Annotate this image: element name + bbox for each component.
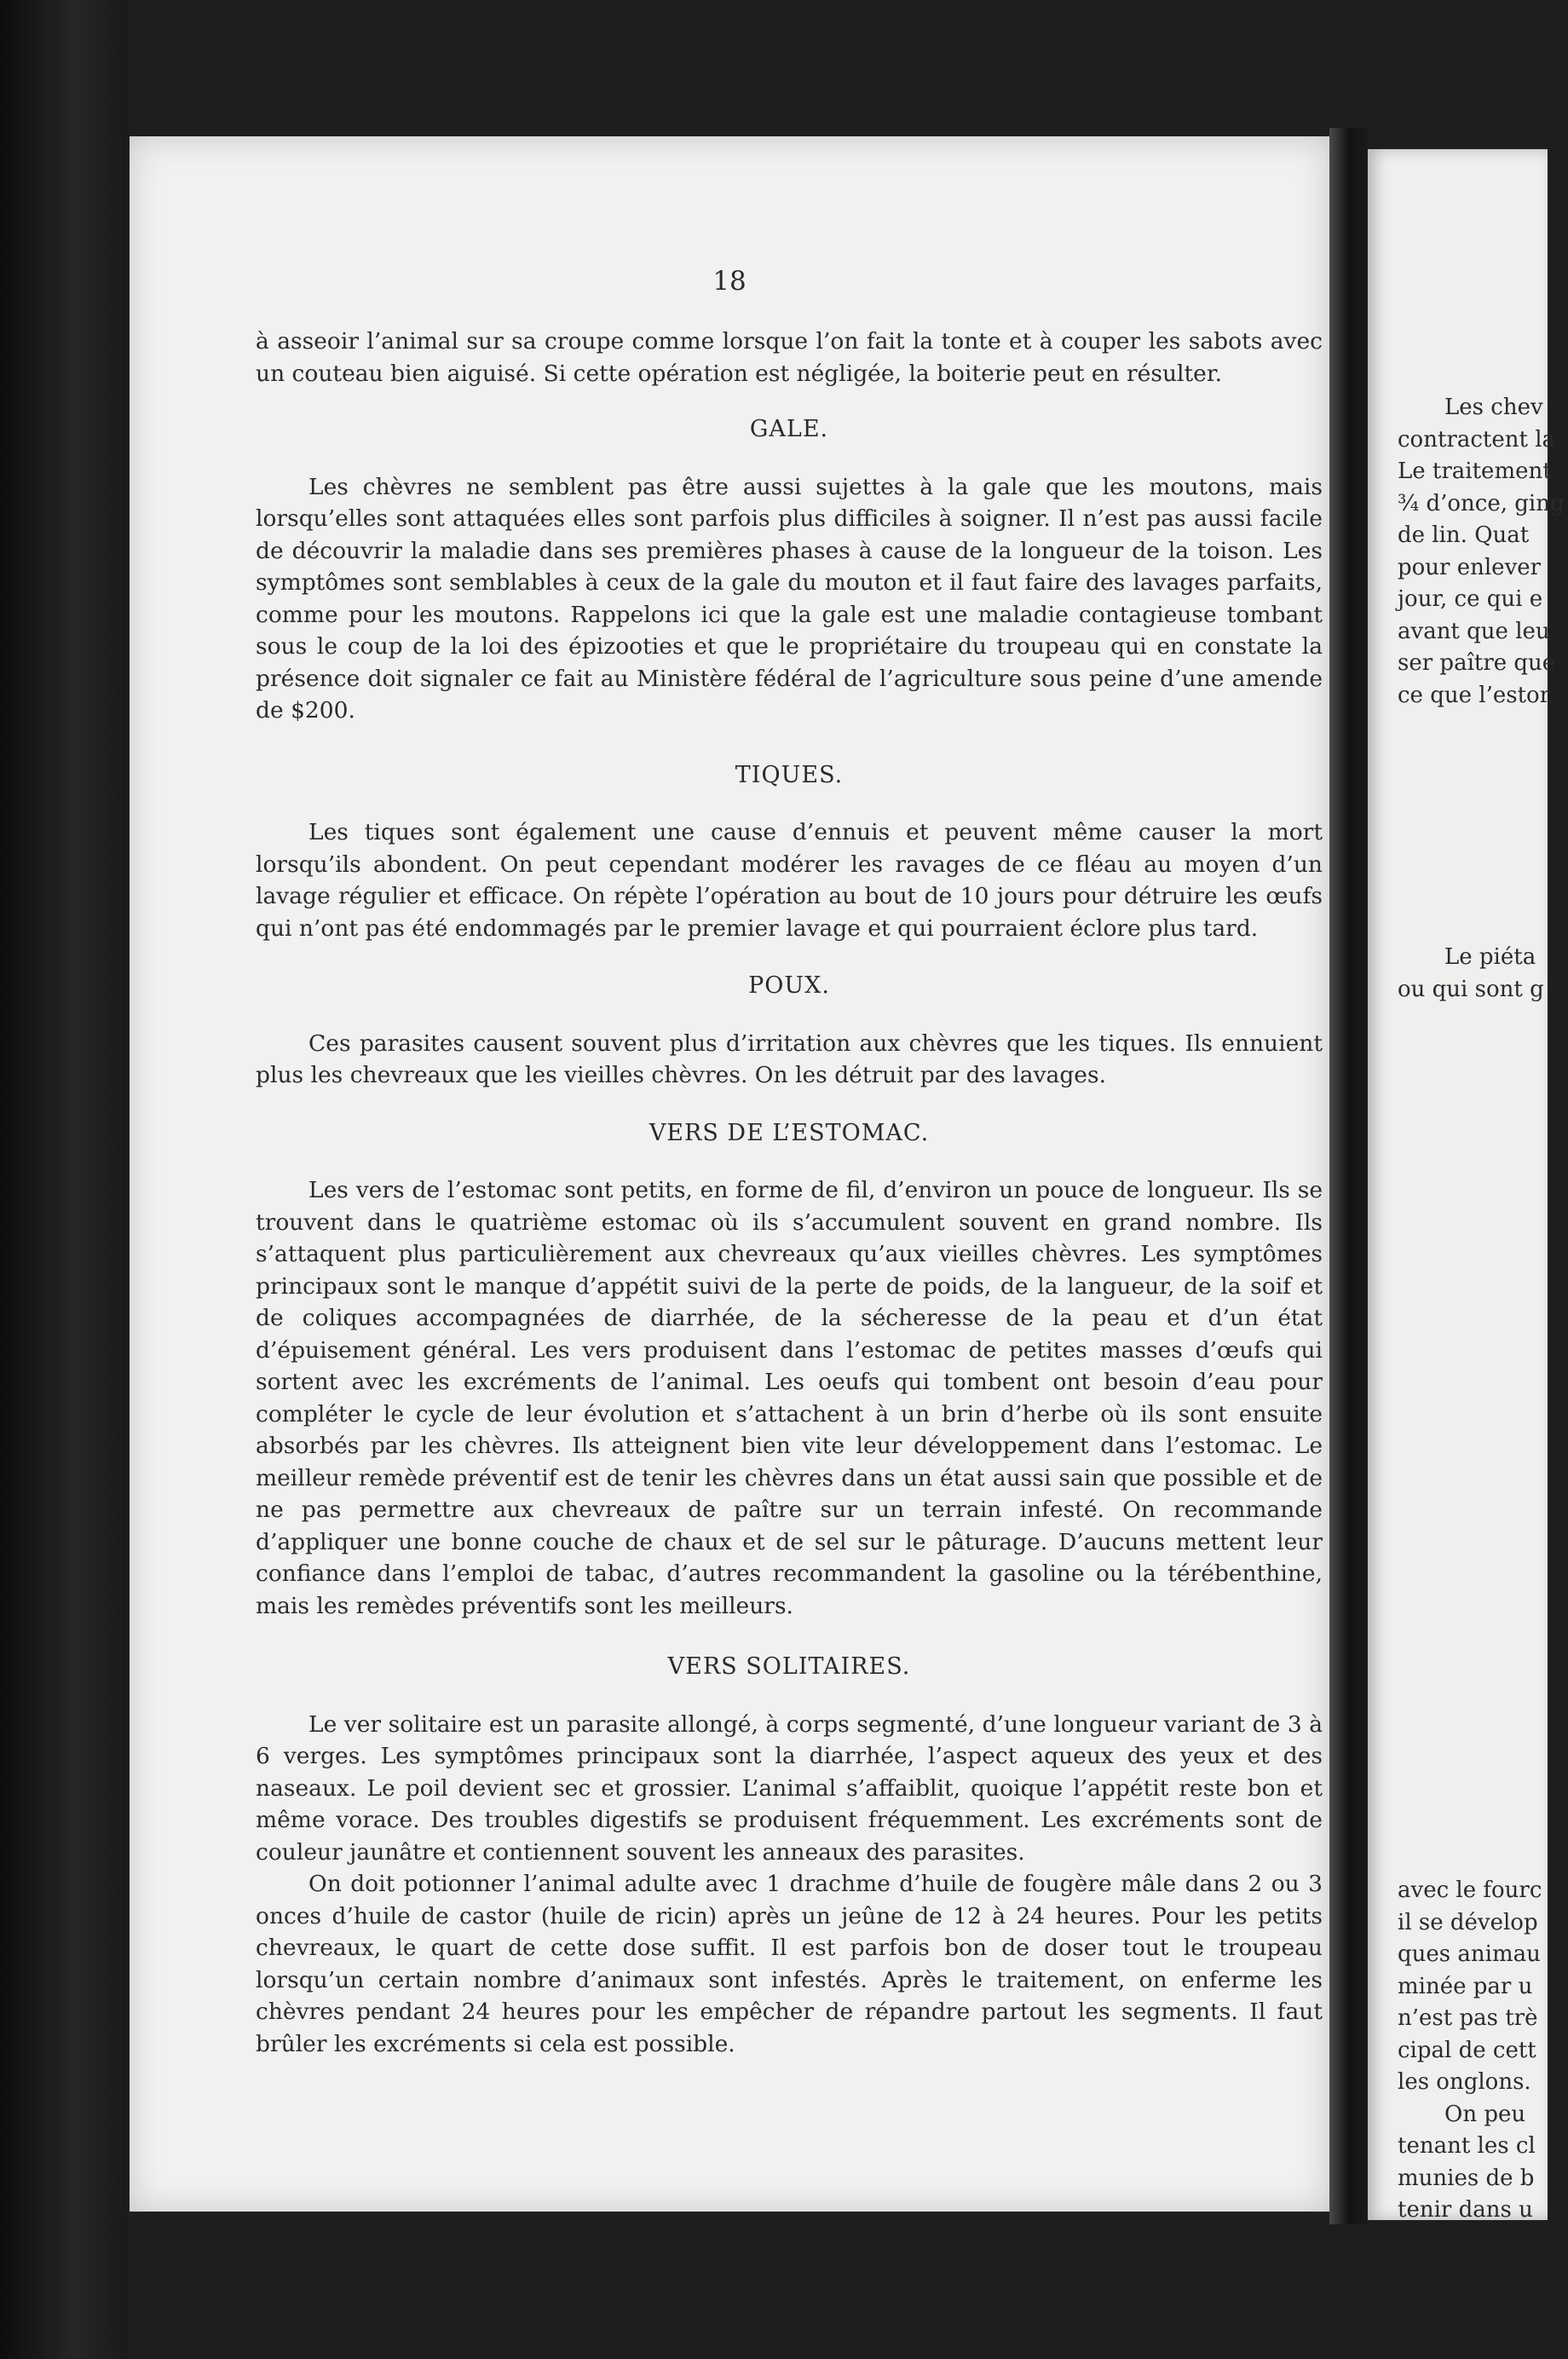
paragraph-vers-solitaires-2: On doit potionner l’animal adulte avec 1 drachme d’huile de fougère mâle dans 2 ou 3 onces d’huile de castor (huile de ricin) après un jeûne de 12 à 24 heures. Pour les petits chevreaux, le quart de cette dose suffit. Il est parfois bon de doser tout le troupeau lorsqu’un certain nombre d’animaux sont infestés. Après le traitement, on enferme les chèvres pendant 24 heures pour les empêcher de répandre partout les segments. Il faut brûler les excréments si cela est possible.: [256, 1871, 1323, 2057]
facing-line: les onglons.: [1398, 2069, 1531, 2095]
facing-line: cipal de cett: [1398, 2037, 1536, 2063]
facing-line: Le piéta: [1444, 944, 1536, 970]
facing-line: jour, ce qui e: [1398, 586, 1543, 612]
facing-line: n’est pas trè: [1398, 2005, 1538, 2031]
facing-page-block-2: [1398, 942, 1568, 1006]
facing-page: [1368, 149, 1565, 2223]
page-number: 18: [712, 266, 747, 297]
facing-line: ou qui sont g: [1398, 976, 1544, 1002]
facing-line: avec le fourc: [1398, 1877, 1542, 1903]
section-heading-vers-estomac: VERS DE L’ESTOMAC.: [649, 1119, 930, 1146]
facing-line: avant que leu: [1398, 618, 1550, 644]
intro-paragraph: à asseoir l’animal sur sa croupe comme lorsque l’on fait la tonte et à couper les sabots avec un couteau bien aiguisé. Si cette opération est négligée, la boiterie peut en résulter.: [256, 328, 1323, 387]
facing-line: il se dévelop: [1398, 1909, 1538, 1935]
facing-line: tenir dans u: [1398, 2197, 1533, 2223]
paragraph-poux: Ces parasites causent souvent plus d’irritation aux chèvres que les tiques. Ils ennuient plus les chevreaux que les vieilles chèvres. On les détruit par des lavages.: [256, 1030, 1323, 1088]
facing-line: ques animau: [1398, 1941, 1541, 1967]
section-heading-tiques: TIQUES.: [735, 761, 844, 788]
section-heading-poux: POUX.: [748, 972, 830, 999]
paragraph-vers-estomac: Les vers de l’estomac sont petits, en forme de fil, d’environ un pouce de longueur. Ils se trouvent dans le quatrième estomac où ils s’accumulent souvent en grand nombre. Ils s’attaquent plus particulièrement aux chevreaux qu’aux vieilles chèvres. Les symptômes principaux sont le manque d’appétit suivi de la perte de poids, de la langueur, de la soif et de coliques accompagnées de diarrhée, de la sécheresse de la peau et d’un état d’épuisement général. Les vers produisent dans l’estomac de petites masses d’œufs qui sortent avec les excréments de l’animal. Les oeufs qui tombent ont besoin d’eau pour compléter le cycle de leur évolution et s’attachent à un brin d’herbe où ils sont ensuite absorbés par les chèvres. Ils atteignent bien vite leur développement dans l’estomac. Le meilleur remède préventif est de tenir les chèvres dans un état aussi sain que possible et de ne pas permettre aux chevreaux de paître sur un terrain infesté. On recommande d’appliquer une bonne couche de chaux et de sel sur le pâturage. D’aucuns mettent leur confiance dans l’emploi de tabac, d’autres recommandent la gasoline ou la térébenthine, mais les remèdes préventifs sont les meilleurs.: [256, 1177, 1323, 1619]
facing-line: minée par u: [1398, 1973, 1533, 1999]
facing-line: ce que l’estor: [1398, 682, 1551, 708]
page-content: [256, 326, 1323, 2060]
facing-line: pour enlever: [1398, 554, 1542, 580]
paragraph-tiques: Les tiques sont également une cause d’ennuis et peuvent même causer la mort lorsqu’ils abondent. On peut cependant modérer les ravages de ce fléau au moyen d’un lavage régulier et efficace. On répète l’opération au bout de 10 jours pour détruire les œufs qui n’ont pas été endommagés par le premier lavage et qui pourraient éclore plus tard.: [256, 819, 1323, 942]
facing-line: contractent la: [1398, 426, 1556, 453]
document-page: [130, 136, 1329, 2212]
facing-line: ser paître que: [1398, 650, 1556, 676]
paragraph-vers-solitaires-1: Le ver solitaire est un parasite allongé, à corps segmenté, d’une longueur variant de 3 à 6 verges. Les symptômes principaux sont la diarrhée, l’aspect aqueux des yeux et des naseaux. Le poil devient sec et grossier. L’animal s’affaiblit, quoique l’appétit reste bon et même vorace. Des troubles digestifs se produisent fréquemment. Les excréments sont de couleur jaunâtre et contiennent souvent les anneaux des parasites.: [256, 1710, 1323, 1866]
facing-page-block-1: [1398, 392, 1568, 712]
facing-line: tenant les cl: [1398, 2133, 1536, 2159]
section-heading-gale: GALE.: [749, 416, 829, 442]
facing-line: munies de b: [1398, 2165, 1535, 2191]
facing-line: Les chev: [1444, 395, 1543, 420]
facing-line: Le traitement: [1398, 459, 1552, 484]
page-gutter: [1329, 128, 1368, 2224]
facing-page-block-3: [1398, 1875, 1568, 2227]
paragraph-gale: Les chèvres ne semblent pas être aussi sujettes à la gale que les moutons, mais lorsqu’elles sont attaquées elles sont parfois plus difficiles à soigner. Il n’est pas aussi facile de découvrir la maladie dans ses premières phases à cause de la longueur de la toison. Les symptômes sont semblables à ceux de la gale du mouton et il faut faire des lavages parfaits, comme pour les moutons. Rappelons ici que la gale est une maladie contagieuse tombant sous le coup de la loi des épizooties et que le propriétaire du troupeau qui en constate la présence doit signaler ce fait au Ministère fédéral de l’agriculture sous peine d’une amende de $200.: [256, 473, 1323, 724]
facing-line: On peu: [1444, 2101, 1526, 2127]
facing-line: de lin. Quat: [1398, 522, 1530, 548]
section-heading-vers-solitaires: VERS SOLITAIRES.: [667, 1653, 911, 1680]
film-edge: [0, 0, 128, 2359]
facing-line: ¾ d’once, ging: [1398, 490, 1565, 516]
